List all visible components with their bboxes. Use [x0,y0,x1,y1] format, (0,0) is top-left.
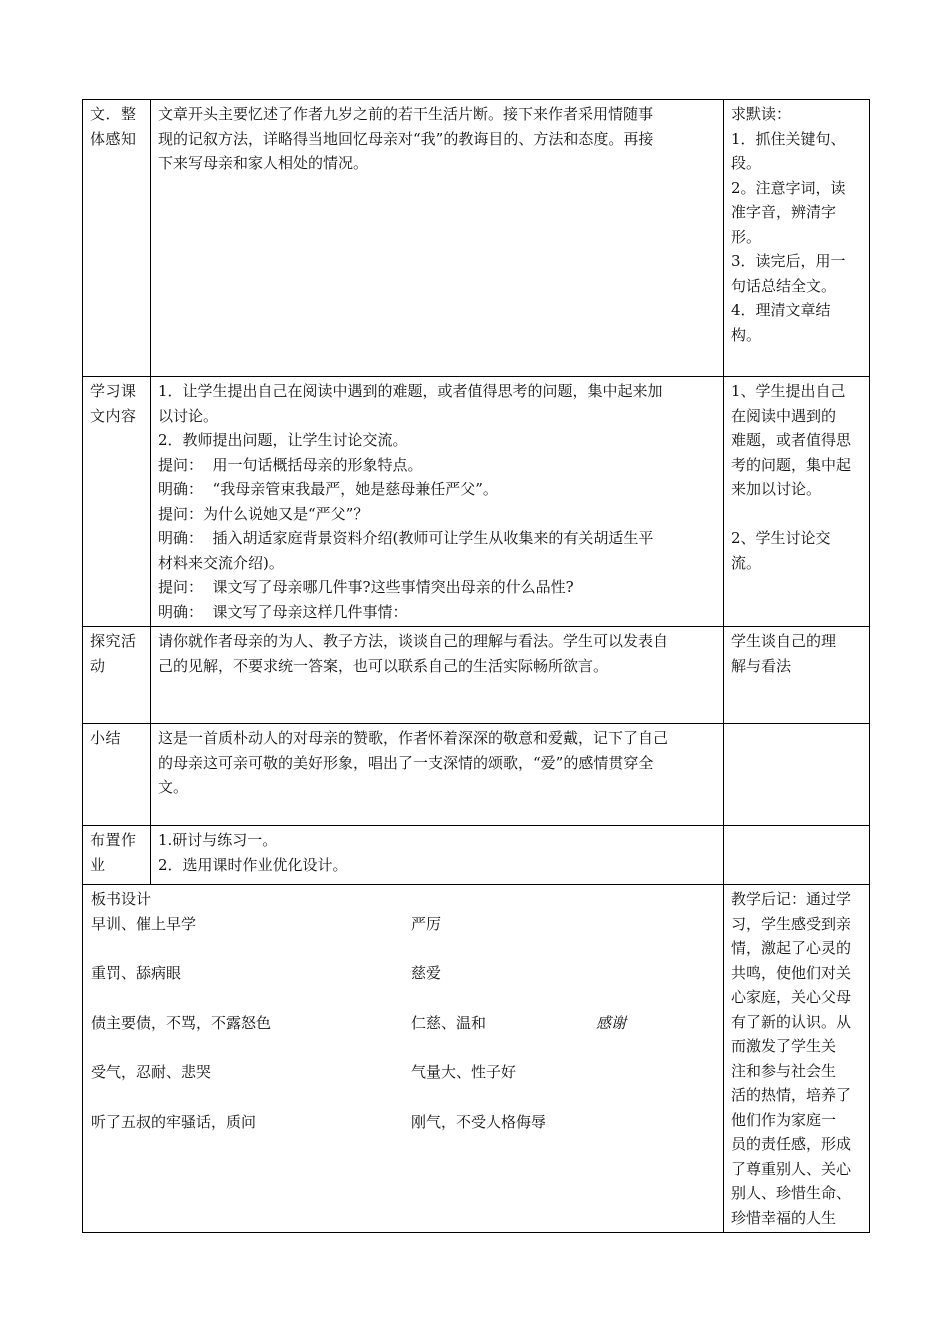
board-trait: 刚气，不受人格侮辱 [411,1112,547,1131]
side-line: 2。注意字词，读 [731,178,846,197]
side-line: 难题，或者值得思 [731,431,852,449]
content-line: 以讨论。 [158,406,219,425]
content-line: 这是一首质朴动人的对母亲的赞歌，作者怀着深深的敬意和爱戴，记下了自己 [158,729,669,747]
content-line: 1.研讨与练习一。 [158,831,278,849]
content-line: 2．教师提出问题，让学生讨论交流。 [158,431,408,449]
postscript-line: 了尊重别人、关心 [731,1159,852,1178]
label-line: 动 [90,656,106,675]
content-line: 文。 [158,778,189,796]
board-event: 听了五叔的牢骚话，质问 [91,1112,257,1131]
row-content [151,100,724,377]
postscript-line: 别人、珍惜生命、 [731,1184,852,1202]
lesson-plan-table [82,99,870,1233]
postscript-line: 情，激起了心灵的 [731,939,852,957]
side-line: 求默读： [731,105,792,123]
postscript-line: 他们作为家庭一 [731,1110,837,1129]
content-line: 提问：为什么说她又是“严父”？ [158,504,369,523]
label-line: 文．整 [90,105,137,123]
content-line: 己的见解，不要求统一答案，也可以联系自己的生活实际畅所欲言。 [158,656,609,675]
postscript-line: 心家庭，关心父母 [731,988,852,1006]
content-line: 明确： 插入胡适家庭背景资料介绍(教师可让学生从收集来的有关胡适生平 [158,529,654,547]
label-line: 体感知 [90,129,137,148]
board-event: 债主要债，不骂，不露怒色 [91,1013,272,1032]
content-line: 1．让学生提出自己在阅读中遇到的难题，或者值得思考的问题，集中起来加 [158,382,663,400]
postscript-line: 习，学生感受到亲 [731,914,852,933]
row-content [151,826,724,885]
content-line: 提问： 课文写了母亲哪几件事?这些事情突出母亲的什么品性? [158,578,574,596]
row-side-note [724,100,870,377]
board-row [91,1110,717,1160]
side-line: 4．理清文章结 [731,301,831,319]
row-label [83,627,151,724]
content-line: 2．选用课时作业优化设计。 [158,855,348,874]
row-label [83,100,151,377]
table-row [83,885,870,1233]
side-line: 学生谈自己的理 [731,632,837,650]
table-row [83,826,870,885]
content-line: 的母亲这可亲可敬的美好形象，唱出了一支深情的颂歌，“爱”的感情贯穿全 [158,753,654,772]
side-line: 2、学生讨论交 [731,529,831,547]
postscript-line: 教学后记：通过学 [731,890,852,908]
side-line: 来加以讨论。 [731,480,822,498]
content-line: 明确： 课文写了母亲这样几件事情： [158,602,408,621]
board-trait: 慈爱 [411,964,442,982]
table-row [83,377,870,627]
postscript-line: 而激发了学生关 [731,1037,837,1055]
row-side-note [724,826,870,885]
postscript-line: 活的热情，培养了 [731,1086,852,1104]
label-line: 业 [90,855,106,874]
row-content [151,724,724,826]
table-row [83,627,870,724]
side-line: 形。 [731,227,762,246]
label-line: 小结 [90,729,122,747]
content-line: 材料来交流介绍)。 [158,553,284,572]
board-event: 重罚、舔病眼 [91,964,182,982]
row-content [151,377,724,627]
content-line: 现的记叙方法，详略得当地回忆母亲对“我”的教诲目的、方法和态度。再接 [158,129,654,148]
teaching-postscript [724,885,870,1233]
board-design [83,885,724,1233]
side-line: 段。 [731,154,762,172]
postscript-line: 注和参与社会生 [731,1061,837,1080]
board-event: 受气，忍耐、悲哭 [91,1063,212,1081]
board-title: 板书设计 [91,890,152,908]
side-line: 考的问题，集中起 [731,455,852,474]
side-line: 1．抓住关键句、 [731,129,846,148]
board-row [91,912,717,962]
content-line: 提问： 用一句话概括母亲的形象特点。 [158,455,423,474]
row-label [83,724,151,826]
row-side-note [724,724,870,826]
postscript-line: 员的责任感，形成 [731,1135,852,1153]
row-content [151,627,724,724]
postscript-line: 珍惜幸福的人生 [731,1208,837,1227]
side-line: 构。 [731,325,762,344]
side-line: 1、学生提出自己 [731,382,846,400]
content-line: 请你就作者母亲的为人、教子方法，谈谈自己的理解与看法。学生可以发表自 [158,632,669,650]
postscript-line: 共鸣，使他们对关 [731,963,852,982]
label-line: 探究活 [90,632,137,650]
board-trait: 气量大、性子好 [411,1063,517,1081]
table-row [83,100,870,377]
board-event: 早训、催上早学 [91,914,197,933]
board-emotion: 感谢 [596,1013,627,1032]
side-line: 解与看法 [731,656,792,675]
side-line: 在阅读中遇到的 [731,406,837,425]
row-side-note [724,377,870,627]
side-line [731,502,863,527]
label-line: 学习课 [90,382,137,400]
side-line: 流。 [731,553,762,572]
board-row [91,1011,717,1061]
row-label [83,377,151,627]
label-line: 文内容 [90,406,137,425]
board-trait: 仁慈、温和 [411,1013,487,1032]
side-line: 准字音，辨清字 [731,203,837,221]
postscript-line: 有了新的认识。从 [731,1012,852,1031]
board-row [91,961,717,1011]
board-trait: 严厉 [411,914,442,933]
label-line: 布置作 [90,831,137,849]
table-row [83,724,870,826]
row-side-note [724,627,870,724]
board-row [91,1060,717,1110]
side-line: 句话总结全文。 [731,276,837,295]
content-line: 文章开头主要忆述了作者九岁之前的若干生活片断。接下来作者采用情随事 [158,105,654,123]
content-line: 下来写母亲和家人相处的情况。 [158,154,369,172]
row-label [83,826,151,885]
side-line: 3．读完后，用一 [731,252,846,270]
content-line: 明确： “我母亲管束我最严，她是慈母兼任严父”。 [158,480,498,498]
